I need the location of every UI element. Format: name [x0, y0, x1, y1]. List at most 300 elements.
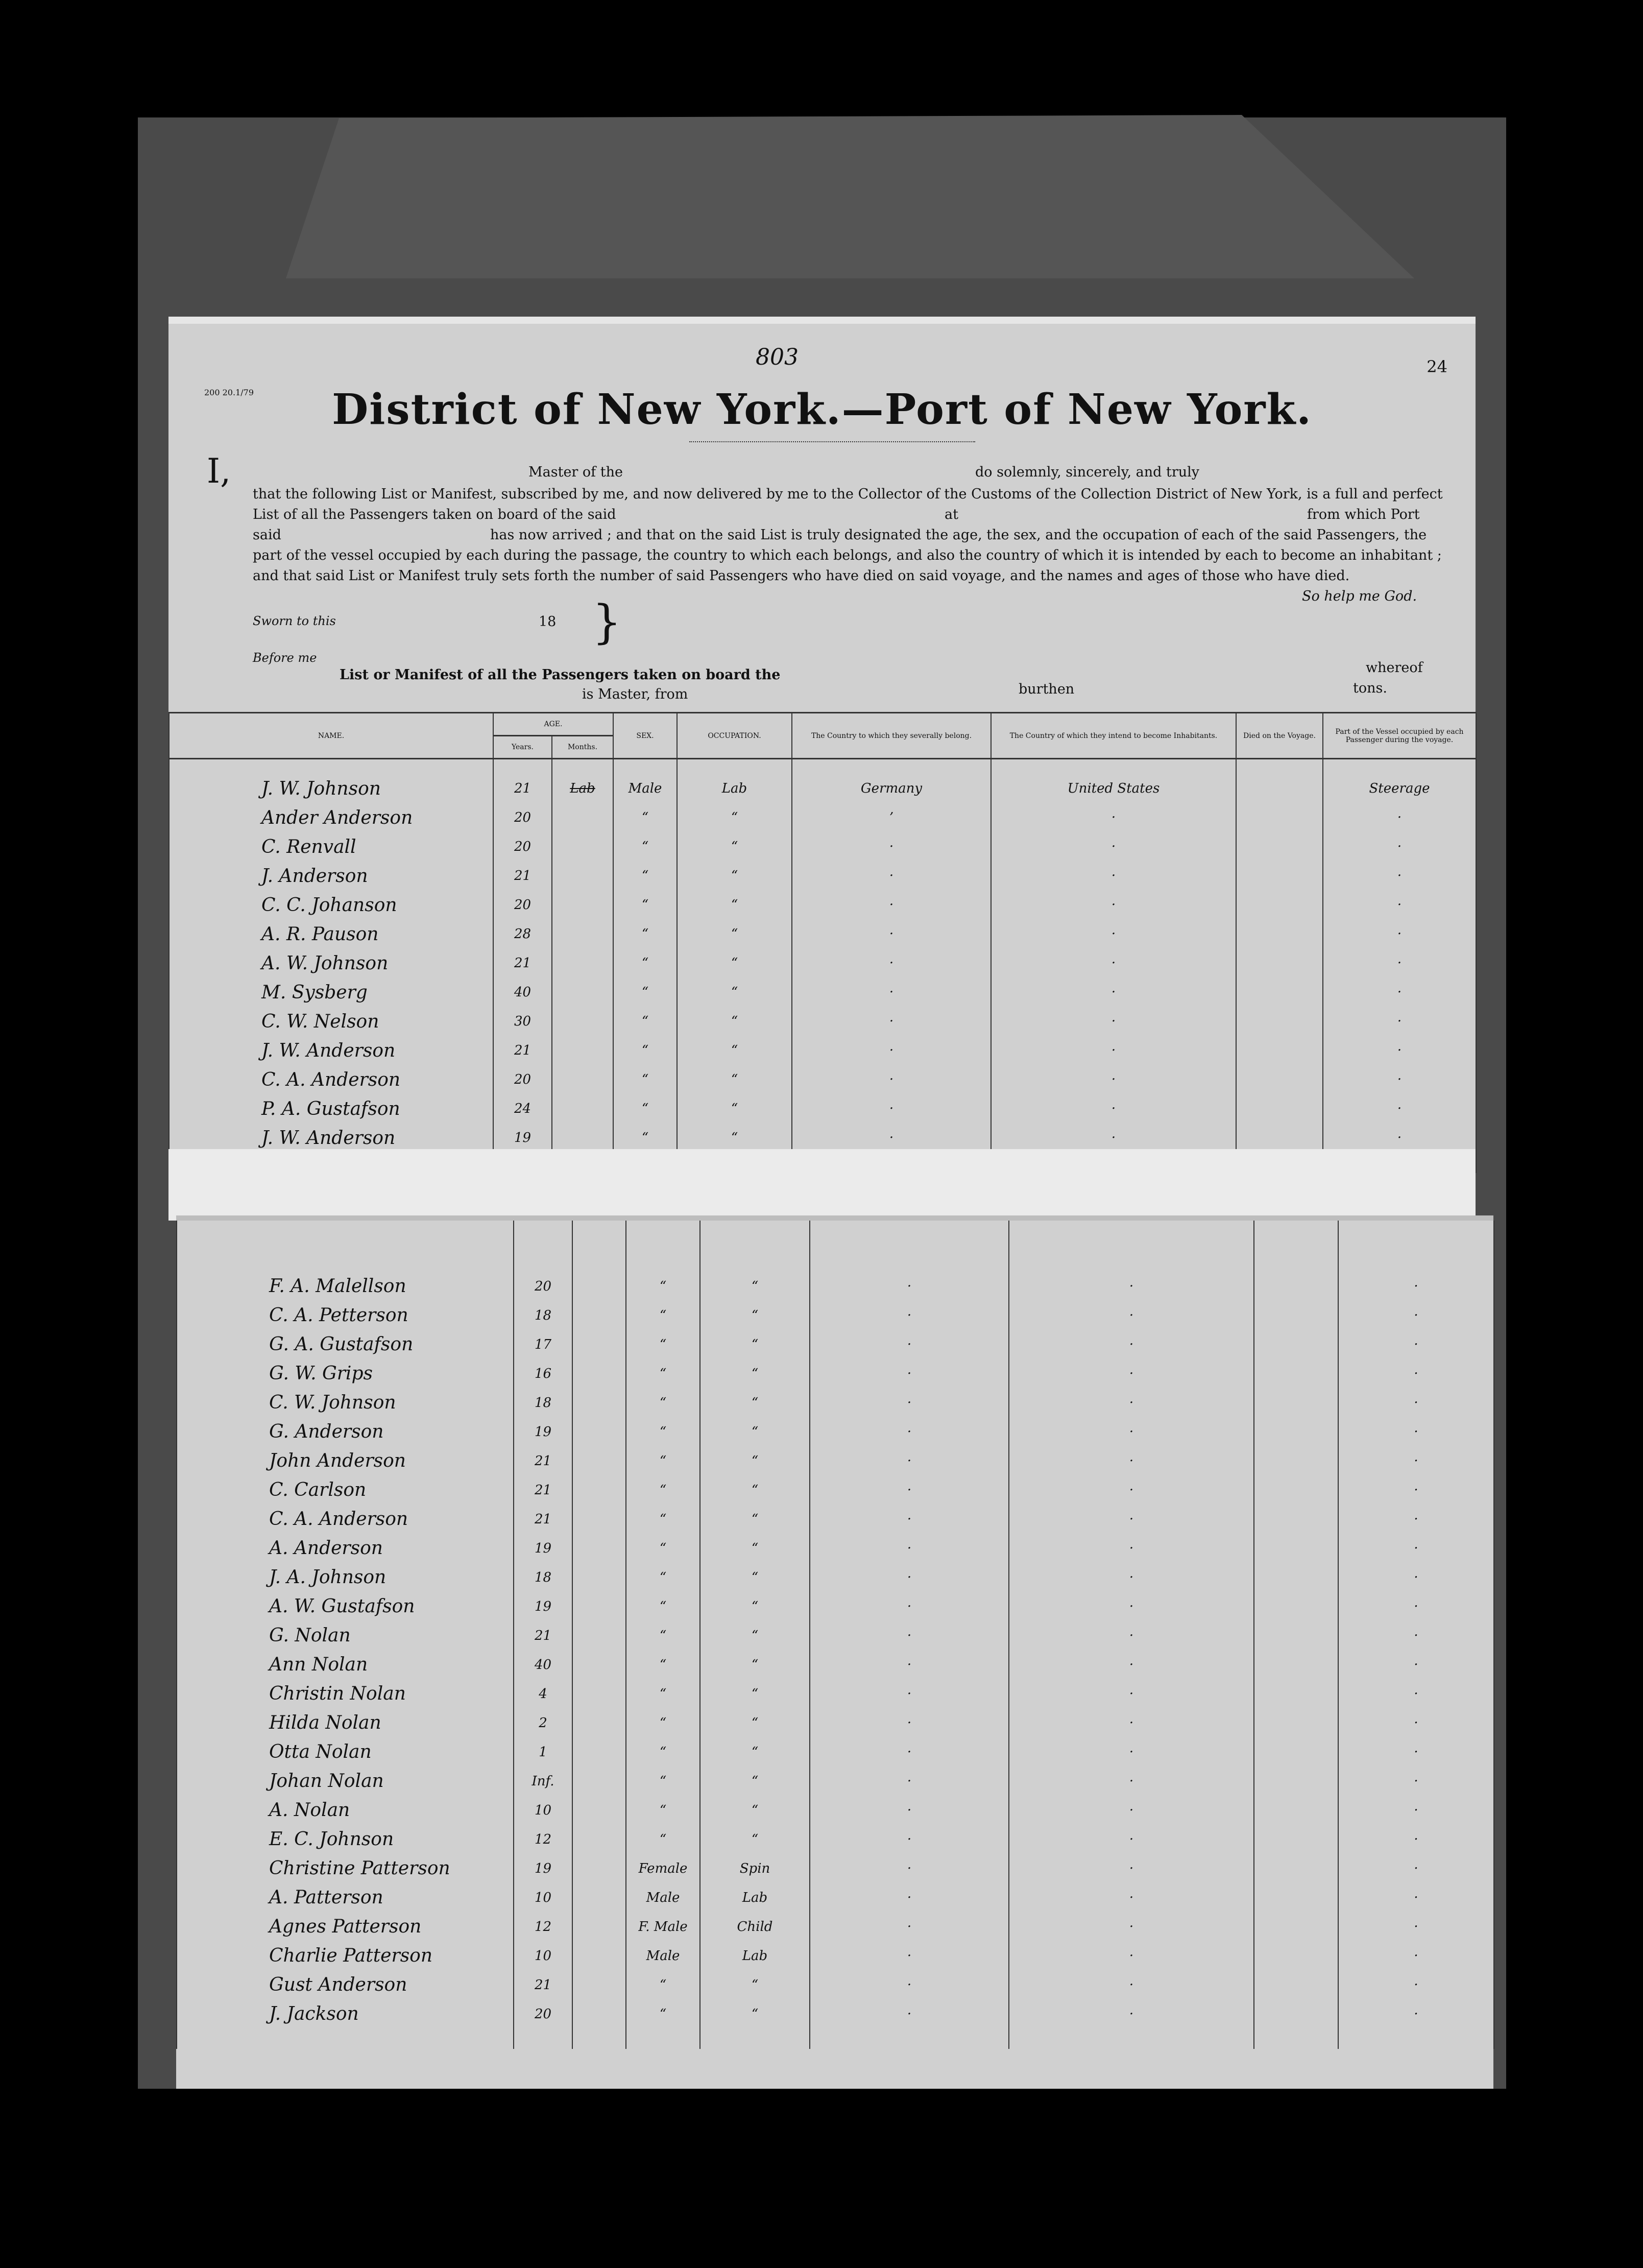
- passenger-age-years: 10: [514, 1796, 572, 1825]
- passenger-vessel-part: ·: [1323, 949, 1476, 978]
- passenger-died: [1254, 1883, 1338, 1912]
- passenger-age-years: 21: [514, 1505, 572, 1534]
- passenger-row: [169, 1124, 1476, 1153]
- passenger-sex: “: [626, 1708, 700, 1737]
- passenger-country: ·: [792, 1007, 991, 1036]
- passenger-vessel-part: ·: [1338, 1621, 1494, 1650]
- before-label: Before me: [253, 651, 317, 665]
- passenger-name: C. A. Anderson: [177, 1505, 514, 1534]
- passenger-age-months: [572, 1592, 626, 1621]
- passenger-age-months: [572, 1825, 626, 1854]
- passenger-name: Gust Anderson: [177, 1970, 514, 1999]
- passenger-sex: “: [626, 1359, 700, 1388]
- passenger-country: ·: [810, 1446, 1009, 1475]
- passenger-row: [177, 1563, 1494, 1592]
- passenger-died: [1254, 1737, 1338, 1766]
- passenger-destination: ·: [1009, 1883, 1254, 1912]
- passenger-destination: ·: [991, 1007, 1236, 1036]
- passenger-row: [177, 1679, 1494, 1708]
- passenger-sex: “: [613, 949, 677, 978]
- oath-opening: I,: [207, 451, 231, 491]
- passenger-died: [1236, 891, 1323, 920]
- passenger-sex: “: [626, 1737, 700, 1766]
- passenger-country: ·: [810, 1272, 1009, 1301]
- passenger-name: Christin Nolan: [177, 1679, 514, 1708]
- oath-line1-a: Master of the: [528, 464, 623, 480]
- passenger-age-months: [552, 862, 613, 891]
- passenger-country: ·: [810, 1854, 1009, 1883]
- passenger-name: G. A. Gustafson: [177, 1330, 514, 1359]
- passenger-row: [169, 949, 1476, 978]
- passenger-row: [177, 1708, 1494, 1737]
- passenger-vessel-part: ·: [1338, 1912, 1494, 1941]
- passenger-died: [1254, 1272, 1338, 1301]
- col-died-header: Died on the Voyage.: [1236, 713, 1323, 759]
- passenger-sex: “: [613, 891, 677, 920]
- passenger-vessel-part: ·: [1323, 1007, 1476, 1036]
- passenger-died: [1254, 1505, 1338, 1534]
- passenger-died: [1236, 803, 1323, 832]
- passenger-age-years: 40: [493, 978, 552, 1007]
- passenger-vessel-part: ·: [1338, 1941, 1494, 1970]
- passenger-row: [177, 1330, 1494, 1359]
- sworn-label: Sworn to this: [253, 614, 336, 628]
- passenger-occupation: Lab: [677, 774, 792, 803]
- passenger-row: [169, 1036, 1476, 1065]
- passenger-age-years: 12: [514, 1912, 572, 1941]
- passenger-age-months: [572, 1505, 626, 1534]
- stamp-number: 803: [756, 344, 799, 370]
- passenger-died: [1254, 1650, 1338, 1679]
- passenger-occupation: “: [677, 920, 792, 949]
- passenger-sex: “: [626, 1388, 700, 1417]
- passenger-destination: ·: [1009, 1796, 1254, 1825]
- passenger-country: ·: [810, 1650, 1009, 1679]
- passenger-occupation: “: [700, 1446, 810, 1475]
- passenger-row: [177, 1505, 1494, 1534]
- passenger-occupation: “: [677, 949, 792, 978]
- passenger-age-years: 12: [514, 1825, 572, 1854]
- passenger-sex: “: [626, 1592, 700, 1621]
- passenger-destination: ·: [991, 978, 1236, 1007]
- passenger-name: G. Nolan: [177, 1621, 514, 1650]
- passenger-destination: ·: [1009, 1388, 1254, 1417]
- passenger-occupation: “: [677, 832, 792, 862]
- passenger-vessel-part: ·: [1338, 1766, 1494, 1796]
- list-line-d: burthen: [1019, 681, 1075, 697]
- passenger-vessel-part: ·: [1338, 1446, 1494, 1475]
- passenger-age-months: [572, 1359, 626, 1388]
- passenger-sex: “: [613, 1007, 677, 1036]
- passenger-age-years: 19: [514, 1592, 572, 1621]
- passenger-age-months: [572, 1941, 626, 1970]
- passenger-age-months: [552, 1094, 613, 1124]
- col-country-intend-header: The Country of which they intend to become Inhabitants.: [991, 713, 1236, 759]
- oath-line1-b: do solemnly, sincerely, and truly: [975, 464, 1200, 480]
- passenger-country: ·: [810, 1970, 1009, 1999]
- passenger-name: J. Jackson: [177, 1999, 514, 2028]
- passenger-row: [177, 1359, 1494, 1388]
- passenger-occupation: “: [700, 1708, 810, 1737]
- passenger-age-years: 18: [514, 1563, 572, 1592]
- col-name-header: NAME.: [169, 713, 493, 759]
- passenger-vessel-part: ·: [1338, 1301, 1494, 1330]
- passenger-sex: “: [613, 1094, 677, 1124]
- passenger-sex: “: [613, 1124, 677, 1153]
- passenger-vessel-part: Steerage: [1323, 774, 1476, 803]
- passenger-age-years: 40: [514, 1650, 572, 1679]
- passenger-vessel-part: ·: [1338, 1417, 1494, 1446]
- passenger-row: [169, 891, 1476, 920]
- passenger-country: ·: [792, 949, 991, 978]
- passenger-died: [1236, 1124, 1323, 1153]
- passenger-died: [1254, 1854, 1338, 1883]
- passenger-destination: ·: [991, 1124, 1236, 1153]
- passenger-row: [177, 1301, 1494, 1330]
- passenger-destination: ·: [991, 803, 1236, 832]
- passenger-row: [169, 774, 1476, 803]
- passenger-country: Germany: [792, 774, 991, 803]
- passenger-occupation: “: [677, 1124, 792, 1153]
- passenger-country: ·: [810, 1941, 1009, 1970]
- oath-line3-a: List of all the Passengers taken on board of the said: [253, 507, 616, 522]
- passenger-name: Johan Nolan: [177, 1766, 514, 1796]
- spacer-row: [177, 1221, 1494, 1272]
- passenger-vessel-part: ·: [1338, 1883, 1494, 1912]
- col-age-header: AGE.: [493, 713, 613, 736]
- passenger-age-months: [572, 1737, 626, 1766]
- passenger-sex: “: [626, 1475, 700, 1505]
- passenger-name: C. A. Petterson: [177, 1301, 514, 1330]
- passenger-age-months: [572, 1766, 626, 1796]
- passenger-age-years: 17: [514, 1330, 572, 1359]
- passenger-age-years: 19: [493, 1124, 552, 1153]
- passenger-age-years: 28: [493, 920, 552, 949]
- passenger-sex: “: [613, 803, 677, 832]
- passenger-vessel-part: ·: [1338, 1708, 1494, 1737]
- passenger-row: [169, 1094, 1476, 1124]
- passenger-vessel-part: ·: [1323, 803, 1476, 832]
- passenger-destination: ·: [1009, 1534, 1254, 1563]
- passenger-vessel-part: ·: [1338, 1272, 1494, 1301]
- passenger-country: ’: [792, 803, 991, 832]
- passenger-age-years: 1: [514, 1737, 572, 1766]
- passenger-vessel-part: ·: [1338, 1475, 1494, 1505]
- passenger-row: [177, 1796, 1494, 1825]
- passenger-name: A. W. Gustafson: [177, 1592, 514, 1621]
- passenger-sex: “: [626, 1650, 700, 1679]
- passenger-destination: ·: [991, 1036, 1236, 1065]
- passenger-occupation: “: [677, 1065, 792, 1094]
- passenger-age-years: 21: [493, 1036, 552, 1065]
- passenger-destination: ·: [991, 832, 1236, 862]
- passenger-destination: ·: [1009, 1708, 1254, 1737]
- passenger-age-months: [552, 1036, 613, 1065]
- passenger-age-years: 18: [514, 1388, 572, 1417]
- passenger-occupation: “: [677, 978, 792, 1007]
- passenger-name: M. Sysberg: [169, 978, 493, 1007]
- passenger-age-years: 20: [493, 891, 552, 920]
- passenger-name: Christine Patterson: [177, 1854, 514, 1883]
- passenger-vessel-part: ·: [1338, 1796, 1494, 1825]
- passenger-age-years: 16: [514, 1359, 572, 1388]
- passenger-age-months: [552, 832, 613, 862]
- passenger-country: ·: [810, 1359, 1009, 1388]
- passenger-sex: “: [613, 1065, 677, 1094]
- passenger-died: [1254, 1679, 1338, 1708]
- passenger-age-years: 20: [493, 832, 552, 862]
- passenger-name: C. W. Johnson: [177, 1388, 514, 1417]
- passenger-country: ·: [792, 832, 991, 862]
- passenger-died: [1236, 1007, 1323, 1036]
- passenger-sex: Male: [626, 1883, 700, 1912]
- passenger-age-years: 21: [493, 774, 552, 803]
- passenger-country: ·: [810, 1737, 1009, 1766]
- passenger-vessel-part: ·: [1323, 1036, 1476, 1065]
- form-number: 200 20.1/79: [204, 388, 254, 397]
- passenger-row: [169, 1007, 1476, 1036]
- passenger-died: [1254, 1708, 1338, 1737]
- passenger-age-months: [552, 1007, 613, 1036]
- passenger-destination: ·: [1009, 1475, 1254, 1505]
- col-country-belong-header: The Country to which they severally belong.: [792, 713, 991, 759]
- passenger-destination: ·: [991, 1065, 1236, 1094]
- page-title: District of New York.—Port of New York.: [332, 385, 1312, 434]
- passenger-sex: “: [626, 1970, 700, 1999]
- passenger-occupation: “: [700, 1475, 810, 1505]
- passenger-row: [177, 1388, 1494, 1417]
- passenger-sex: “: [626, 1534, 700, 1563]
- passenger-occupation: “: [700, 1388, 810, 1417]
- passenger-age-months: [572, 1999, 626, 2028]
- passenger-row: [177, 1912, 1494, 1941]
- passenger-country: ·: [792, 1065, 991, 1094]
- passenger-died: [1254, 1941, 1338, 1970]
- passenger-sex: “: [626, 1621, 700, 1650]
- passenger-vessel-part: ·: [1323, 1065, 1476, 1094]
- passenger-occupation: “: [700, 1679, 810, 1708]
- passenger-sex: “: [626, 1301, 700, 1330]
- passenger-destination: ·: [1009, 1563, 1254, 1592]
- passenger-died: [1254, 1388, 1338, 1417]
- passenger-row: [169, 1065, 1476, 1094]
- passenger-age-months: [552, 949, 613, 978]
- passenger-destination: ·: [991, 920, 1236, 949]
- passenger-country: ·: [810, 1534, 1009, 1563]
- passenger-name: F. A. Malellson: [177, 1272, 514, 1301]
- passenger-vessel-part: ·: [1323, 891, 1476, 920]
- passenger-sex: “: [626, 1766, 700, 1796]
- passenger-destination: ·: [1009, 1272, 1254, 1301]
- passenger-destination: ·: [1009, 1301, 1254, 1330]
- passenger-died: [1236, 774, 1323, 803]
- passenger-occupation: Child: [700, 1912, 810, 1941]
- oath-closing: So help me God.: [1302, 588, 1417, 604]
- passenger-country: ·: [810, 1330, 1009, 1359]
- passenger-row: [177, 1592, 1494, 1621]
- passenger-name: C. C. Johanson: [169, 891, 493, 920]
- passenger-vessel-part: ·: [1338, 1650, 1494, 1679]
- passenger-died: [1254, 1912, 1338, 1941]
- passenger-destination: ·: [991, 862, 1236, 891]
- passenger-sex: “: [626, 1446, 700, 1475]
- passenger-occupation: “: [677, 891, 792, 920]
- passenger-country: ·: [810, 1679, 1009, 1708]
- passenger-country: ·: [792, 1094, 991, 1124]
- passenger-country: ·: [792, 1124, 991, 1153]
- passenger-age-months: [552, 803, 613, 832]
- passenger-country: ·: [810, 1912, 1009, 1941]
- passenger-died: [1254, 1970, 1338, 1999]
- passenger-age-years: 21: [514, 1446, 572, 1475]
- passenger-age-months: [572, 1708, 626, 1737]
- passenger-age-months: [572, 1330, 626, 1359]
- passenger-age-years: 19: [514, 1417, 572, 1446]
- passenger-vessel-part: ·: [1323, 832, 1476, 862]
- passenger-age-years: 20: [514, 1999, 572, 2028]
- passenger-age-months: [552, 978, 613, 1007]
- oath-line2: that the following List or Manifest, subscribed by me, and now delivered by me to the Collector of the Customs of the Collection District of New York, is a full and perfect: [253, 486, 1443, 502]
- passenger-sex: F. Male: [626, 1912, 700, 1941]
- passenger-occupation: “: [700, 1359, 810, 1388]
- oath-line6: and that said List or Manifest truly sets forth the number of said Passengers who have died on said voyage, and the names and ages of those who have died.: [253, 568, 1350, 584]
- passenger-occupation: “: [700, 1970, 810, 1999]
- passenger-died: [1254, 1330, 1338, 1359]
- passenger-age-months: [572, 1417, 626, 1446]
- passenger-destination: ·: [1009, 1505, 1254, 1534]
- passenger-destination: ·: [1009, 1359, 1254, 1388]
- list-line-b: whereof: [1366, 660, 1423, 676]
- passenger-name: C. W. Nelson: [169, 1007, 493, 1036]
- passenger-name: Ann Nolan: [177, 1650, 514, 1679]
- passenger-name: Ander Anderson: [169, 803, 493, 832]
- passenger-name: A. Patterson: [177, 1883, 514, 1912]
- passenger-died: [1254, 1621, 1338, 1650]
- passenger-occupation: “: [700, 1999, 810, 2028]
- passenger-age-months: [572, 1650, 626, 1679]
- passenger-occupation: Lab: [700, 1941, 810, 1970]
- passenger-destination: ·: [1009, 1854, 1254, 1883]
- passenger-country: ·: [810, 1825, 1009, 1854]
- passenger-died: [1236, 862, 1323, 891]
- passenger-occupation: “: [700, 1330, 810, 1359]
- passenger-country: ·: [810, 1563, 1009, 1592]
- passenger-row: [169, 803, 1476, 832]
- passenger-died: [1254, 1534, 1338, 1563]
- passenger-vessel-part: ·: [1338, 1563, 1494, 1592]
- passenger-age-months: [572, 1301, 626, 1330]
- passenger-occupation: “: [677, 1036, 792, 1065]
- passenger-row: [177, 1941, 1494, 1970]
- page-gap: [168, 1149, 1476, 1221]
- passenger-name: C. Renvall: [169, 832, 493, 862]
- passenger-vessel-part: ·: [1338, 1679, 1494, 1708]
- passenger-row: [177, 1766, 1494, 1796]
- col-part-header: Part of the Vessel occupied by each Passenger during the voyage.: [1323, 713, 1476, 759]
- passenger-country: ·: [810, 1708, 1009, 1737]
- passenger-age-years: 20: [514, 1272, 572, 1301]
- passenger-vessel-part: ·: [1338, 1737, 1494, 1766]
- passenger-name: Agnes Patterson: [177, 1912, 514, 1941]
- passenger-name: Charlie Patterson: [177, 1941, 514, 1970]
- passenger-age-months: [572, 1475, 626, 1505]
- passenger-vessel-part: ·: [1338, 1999, 1494, 2028]
- oath-line3-b: at: [945, 507, 958, 522]
- passenger-age-years: 10: [514, 1883, 572, 1912]
- passenger-row: [177, 1854, 1494, 1883]
- passenger-age-years: 21: [514, 1475, 572, 1505]
- passenger-country: ·: [810, 1766, 1009, 1796]
- passenger-occupation: “: [700, 1825, 810, 1854]
- passenger-destination: ·: [1009, 1970, 1254, 1999]
- passenger-age-years: 20: [493, 1065, 552, 1094]
- passenger-occupation: “: [700, 1650, 810, 1679]
- passenger-died: [1236, 920, 1323, 949]
- passenger-country: ·: [792, 978, 991, 1007]
- passenger-sex: “: [626, 1563, 700, 1592]
- passenger-name: J. W. Anderson: [169, 1124, 493, 1153]
- passenger-country: ·: [810, 1883, 1009, 1912]
- passenger-sex: “: [613, 862, 677, 891]
- passenger-name: A. W. Johnson: [169, 949, 493, 978]
- passenger-age-months: [572, 1534, 626, 1563]
- passenger-died: [1236, 1036, 1323, 1065]
- passenger-country: ·: [810, 1475, 1009, 1505]
- passenger-age-months: [572, 1621, 626, 1650]
- passenger-age-years: 18: [514, 1301, 572, 1330]
- passenger-name: Otta Nolan: [177, 1737, 514, 1766]
- passenger-destination: ·: [991, 949, 1236, 978]
- passenger-occupation: “: [700, 1766, 810, 1796]
- passenger-row: [169, 832, 1476, 862]
- passenger-age-months: [572, 1912, 626, 1941]
- passenger-age-months: [572, 1272, 626, 1301]
- manifest-page-top: [168, 317, 1476, 1156]
- passenger-destination: ·: [1009, 1679, 1254, 1708]
- passenger-row: [177, 1446, 1494, 1475]
- passenger-occupation: “: [700, 1272, 810, 1301]
- passenger-age-years: 4: [514, 1679, 572, 1708]
- passenger-vessel-part: ·: [1338, 1854, 1494, 1883]
- passenger-name: J. W. Anderson: [169, 1036, 493, 1065]
- title-underline: [689, 441, 975, 442]
- passenger-age-months: [572, 1854, 626, 1883]
- passenger-sex: “: [613, 920, 677, 949]
- passenger-occupation: “: [700, 1301, 810, 1330]
- passenger-row: [177, 1999, 1494, 2028]
- passenger-country: ·: [810, 1388, 1009, 1417]
- passenger-occupation: Lab: [700, 1883, 810, 1912]
- passenger-occupation: “: [677, 1094, 792, 1124]
- passenger-died: [1254, 1825, 1338, 1854]
- oath-line4-b: has now arrived ; and that on the said List is truly designated the age, the sex, and the occupation of each of the said Passengers, the: [490, 527, 1427, 543]
- passenger-name: E. C. Johnson: [177, 1825, 514, 1854]
- passenger-destination: ·: [1009, 1737, 1254, 1766]
- passenger-sex: Female: [626, 1854, 700, 1883]
- passenger-vessel-part: ·: [1338, 1330, 1494, 1359]
- passenger-sex: “: [613, 832, 677, 862]
- passenger-died: [1236, 949, 1323, 978]
- passenger-age-years: 30: [493, 1007, 552, 1036]
- oath-line4-a: said: [253, 527, 281, 543]
- passenger-occupation: “: [677, 1007, 792, 1036]
- oath-line3-c: from which Port: [1307, 507, 1420, 522]
- passenger-name: C. Carlson: [177, 1475, 514, 1505]
- passenger-destination: ·: [1009, 1592, 1254, 1621]
- passenger-country: ·: [792, 862, 991, 891]
- passenger-died: [1254, 1999, 1338, 2028]
- passenger-destination: ·: [1009, 1330, 1254, 1359]
